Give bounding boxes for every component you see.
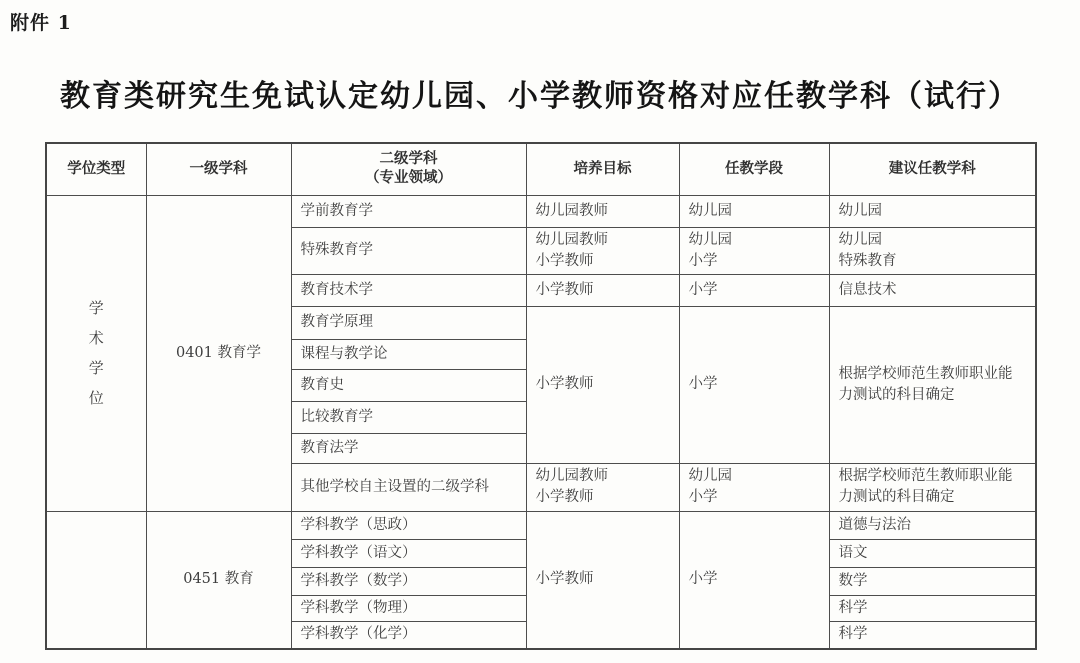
second-level-cell: 教育法学 xyxy=(291,433,526,463)
col-header-second-level-line1: 二级学科 xyxy=(379,151,438,168)
second-level-cell: 比较教育学 xyxy=(291,401,526,433)
second-level-cell: 特殊教育学 xyxy=(291,227,526,274)
page-title: 教育类研究生免试认定幼儿园、小学教师资格对应任教学科（试行） xyxy=(60,79,1020,114)
table-row xyxy=(46,511,1036,539)
teacher-qualification-table xyxy=(45,142,1037,650)
second-level-cell: 课程与教学论 xyxy=(291,339,526,369)
suggested-subject-cell: 语文 xyxy=(829,539,1036,567)
first-level-cell-0451: 0451 教育 xyxy=(146,511,291,649)
second-level-cell: 教育学原理 xyxy=(291,306,526,339)
col-header-second-level-line2: （专业领域） xyxy=(365,170,452,187)
degree-char: 位 xyxy=(88,389,104,407)
second-level-cell: 学科教学（数学） xyxy=(291,567,526,595)
col-header-training-goal: 培养目标 xyxy=(526,143,679,195)
training-goal-cell-merged: 小学教师 xyxy=(526,306,679,463)
degree-type-cell-empty xyxy=(46,511,146,649)
second-level-cell: 学科教学（语文） xyxy=(291,539,526,567)
training-goal-cell: 幼儿园教师 小学教师 xyxy=(526,227,679,274)
teaching-stage-cell-merged: 小学 xyxy=(679,511,829,649)
suggested-subject-cell: 信息技术 xyxy=(829,274,1036,306)
suggested-subject-cell: 数学 xyxy=(829,567,1036,595)
training-goal-cell: 幼儿园教师 小学教师 xyxy=(526,463,679,511)
second-level-cell: 教育技术学 xyxy=(291,274,526,306)
table-row xyxy=(46,195,1036,227)
col-header-second-level xyxy=(291,143,526,195)
degree-char: 学 xyxy=(88,299,104,317)
col-header-degree-type: 学位类型 xyxy=(46,143,146,195)
col-header-teaching-stage: 任教学段 xyxy=(679,143,829,195)
second-level-cell: 其他学校自主设置的二级学科 xyxy=(291,463,526,511)
suggested-subject-cell: 幼儿园 xyxy=(829,195,1036,227)
suggested-subject-cell-merged: 根据学校师范生教师职业能力测试的科目确定 xyxy=(829,306,1036,463)
col-header-first-level: 一级学科 xyxy=(146,143,291,195)
suggested-subject-cell: 科学 xyxy=(829,595,1036,621)
suggested-subject-cell: 幼儿园 特殊教育 xyxy=(829,227,1036,274)
degree-char: 学 xyxy=(88,359,104,377)
second-level-cell: 学科教学（思政） xyxy=(291,511,526,539)
first-level-cell-0401: 0401 教育学 xyxy=(146,195,291,511)
suggested-subject-cell: 科学 xyxy=(829,621,1036,649)
table-header-row xyxy=(46,143,1036,195)
teaching-stage-cell: 幼儿园 xyxy=(679,195,829,227)
suggested-subject-cell: 道德与法治 xyxy=(829,511,1036,539)
teaching-stage-cell: 幼儿园 小学 xyxy=(679,463,829,511)
degree-type-cell-academic xyxy=(46,195,146,511)
document-page xyxy=(0,8,1080,650)
training-goal-cell: 小学教师 xyxy=(526,274,679,306)
second-level-cell: 教育史 xyxy=(291,369,526,401)
suggested-subject-cell: 根据学校师范生教师职业能力测试的科目确定 xyxy=(829,463,1036,511)
col-header-suggested-subject: 建议任教学科 xyxy=(829,143,1036,195)
second-level-cell: 学前教育学 xyxy=(291,195,526,227)
teaching-stage-cell-merged: 小学 xyxy=(679,306,829,463)
teaching-stage-cell: 小学 xyxy=(679,274,829,306)
teaching-stage-cell: 幼儿园 小学 xyxy=(679,227,829,274)
training-goal-cell-merged: 小学教师 xyxy=(526,511,679,649)
attachment-label: 附件 1 xyxy=(10,12,72,34)
training-goal-cell: 幼儿园教师 xyxy=(526,195,679,227)
degree-char: 术 xyxy=(88,329,104,347)
second-level-cell: 学科教学（物理） xyxy=(291,595,526,621)
second-level-cell: 学科教学（化学） xyxy=(291,621,526,649)
